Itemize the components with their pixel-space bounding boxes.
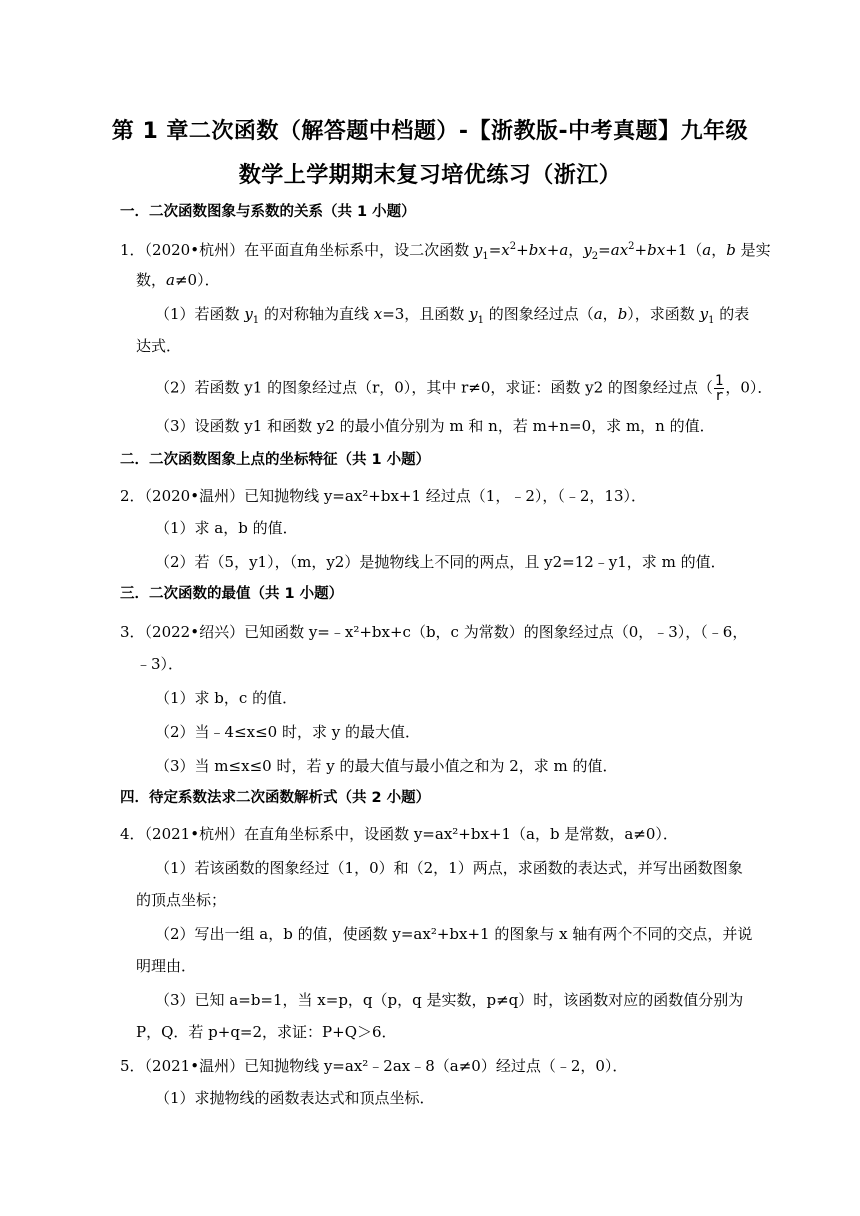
question-5-part-1: （1）求抛物线的函数表达式和顶点坐标． xyxy=(155,1089,435,1107)
question-4-head: 4．（2021•杭州）在直角坐标系中，设函数 y=ax²+bx+1（a，b 是常数，a≠0）． xyxy=(120,825,678,843)
question-1-head-cont: 数，a≠0）． xyxy=(136,271,220,289)
question-3-part-3: （3）当 m≤x≤0 时，若 y 的最大值与最小值之和为 2，求 m 的值． xyxy=(155,757,618,775)
question-1-head: 1．（2020•杭州）在平面直角坐标系中，设二次函数 $y_1=x^2+bx+a$，$y_2=ax^2+bx+1(a$，b 是实 xyxy=(120,241,771,262)
question-2-part-1: （1）求 a，b 的值． xyxy=(155,519,298,537)
question-4-part-2-cont: 明理由． xyxy=(136,957,197,975)
title-line-1: 第 1 章二次函数（解答题中档题）-【浙教版-中考真题】九年级 xyxy=(111,119,749,144)
question-1-part-1: （1）若函数 $y_1$ 的对称轴为直线 x=3，且函数 $y_1$ 的图象经过点（a，b），求函数 $y_1$ 的表 xyxy=(155,305,750,326)
question-5-head: 5．（2021•温州）已知抛物线 y=ax²﹣2ax﹣8（a≠0）经过点（﹣2，0）． xyxy=(120,1057,628,1075)
title-line-2: 数学上学期期末复习培优练习（浙江） xyxy=(238,163,622,188)
question-3-part-1: （1）求 b，c 的值． xyxy=(155,689,298,707)
question-1-part-3: （3）设函数 y1 和函数 y2 的最小值分别为 m 和 n，若 m+n=0，求 m，n 的值． xyxy=(155,417,715,435)
question-4-part-1-cont: 的顶点坐标； xyxy=(136,891,227,909)
section-heading-1: 一．二次函数图象与系数的关系（共 1 小题） xyxy=(120,204,416,220)
section-heading-2: 二．二次函数图象上点的坐标特征（共 1 小题） xyxy=(120,452,431,468)
question-1-part-2: （2）若函数 y1 的图象经过点（r，0），其中 r≠0，求证：函数 y2 的图象经过点（ $\frac{1}{r}$ ，0）． xyxy=(155,373,773,404)
question-1-part-1-cont: 达式． xyxy=(136,337,182,355)
section-heading-3: 三．二次函数的最值（共 1 小题） xyxy=(120,586,344,602)
question-4-part-3-cont: P，Q．若 p+q=2，求证：P+Q＞6． xyxy=(136,1023,397,1041)
question-4-part-2: （2）写出一组 a，b 的值，使函数 y=ax²+bx+1 的图象与 x 轴有两个不同的交点，并说 xyxy=(155,925,753,943)
question-4-part-3: （3）已知 a=b=1，当 x=p，q（p，q 是实数，p≠q）时，该函数对应的函数值分别为 xyxy=(155,991,744,1009)
question-3-head: 3．（2022•绍兴）已知函数 y=﹣x²+bx+c（b，c 为常数）的图象经过点（0，﹣3），（﹣6， xyxy=(120,623,748,641)
section-heading-4: 四．待定系数法求二次函数解析式（共 2 小题） xyxy=(120,790,431,806)
question-3-head-cont: ﹣3）． xyxy=(136,655,184,673)
question-3-part-2: （2）当﹣4≤x≤0 时，求 y 的最大值． xyxy=(155,723,421,741)
question-2-head: 2．（2020•温州）已知抛物线 y=ax²+bx+1 经过点（1，﹣2），（﹣2，13）． xyxy=(120,487,647,505)
question-4-part-1: （1）若该函数的图象经过（1，0）和（2，1）两点，求函数的表达式，并写出函数图象 xyxy=(155,859,743,877)
question-2-part-2: （2）若（5，y1），（m，y2）是抛物线上不同的两点，且 y2=12﹣y1，求 m 的值． xyxy=(155,553,726,571)
fraction-1-over-r: $\frac{1}{r}$ xyxy=(714,373,724,404)
